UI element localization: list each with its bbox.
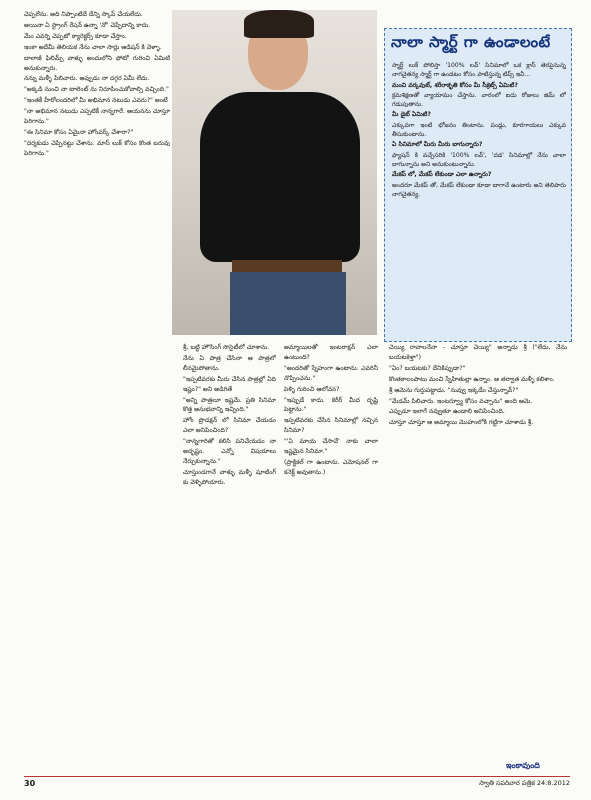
page-number: 30	[24, 779, 36, 788]
box-question: మేకప్ లో, మేకప్ లేకుండా ఎలా ఉన్నారు?	[392, 171, 492, 179]
column-right	[389, 343, 567, 783]
right-paragraph: "మేడమ్ పిలిచారు. ఇంటర్వ్యూ కోసం వచ్చాను" అంది ఆమె.	[389, 397, 533, 405]
box-paragraph: క్రమశిక్షణతో వ్యాయామం చేస్తాను. వారంలో ఐదు రోజులు జిమ్ లో గడుపుతాను.	[392, 91, 566, 109]
column-middle-a	[183, 343, 276, 771]
right-paragraph: ఎప్పుడూ ఇలాగే నవ్వుతూ ఉండాలి అనిపించింది.	[389, 408, 505, 416]
col1-paragraph: "ఈ సినిమా కోసం ఏమైనా హోంవర్క్ చేశారా?"	[24, 128, 134, 136]
col1-paragraph: "ఇంతకీ హీరోలందరిలో మీ అభిమాన నటుడు ఎవరు?" అంటే	[24, 97, 168, 105]
box-paragraph: ఎక్కువగా ఇంటి భోజనం తింటాను. పండ్లు, కూరగాయలు ఎక్కువ తీసుకుంటాను.	[392, 121, 566, 139]
right-paragraph: కొంతకాలంపాటు మంచి స్నేహితుల్లా ఉన్నాం. ఆ తర్వాత మళ్ళీ కలిశాం.	[389, 375, 555, 383]
photo-jeans	[230, 272, 346, 335]
page-footer	[24, 776, 570, 791]
col1-paragraph: "అక్కడి నుంచి నా టాలెంట్ ను నిరూపించుకోవాల్సి వచ్చింది."	[24, 86, 169, 94]
photo-shirt	[200, 92, 360, 262]
col1-paragraph: అయినా ఏ స్ట్రాంగ్ రేషన్ ఉన్నా 'నో' చెప్పేదాన్ని కాదు.	[24, 21, 151, 29]
mid-paragraph: అమ్మాయిలతో ఇంటరాక్షన్ ఎలా ఉంటుంది?	[284, 344, 378, 361]
mid-paragraph: పెళ్ళి గురించి ఆలోచన?	[284, 385, 340, 393]
mid-paragraph: "ఇప్పుడే కాదు. కెరీర్ మీద దృష్టి పెట్టాను."	[284, 396, 378, 414]
actor-photo	[172, 10, 377, 335]
col1-paragraph: మేం ఎవర్ని చెప్పటో క్యారెక్టర్స్ కూడా చేస్తాం.	[24, 32, 127, 40]
col1-paragraph: చెప్పలేను. అది నిప్పాంటిదే దేన్ని స్కాప్ చేయలేదు.	[24, 11, 143, 18]
right-paragraph: శ్రీ ఆమెను గుర్తుపట్టాడు. "నువ్వు ఇక్కడేం చేస్తున్నావ్?"	[389, 386, 519, 394]
mid-paragraph: నేను ఏ పాత్ర చేసినా ఆ పాత్రలో లీనమైపోతాను.	[183, 354, 276, 372]
mid-paragraph: చూస్తుండగానే వాళ్ళు మళ్ళీ షూటింగ్ కు వెళ్ళిపోయారు.	[183, 468, 276, 486]
mid-paragraph: శ్రీ, బట్టి హౌసింగ్ సొసైటీలో చూశాను.	[183, 344, 270, 351]
mid-paragraph: హోం ప్రొడక్షన్ లో సినిమా చేయడం ఎలా అనిపించింది?	[183, 417, 276, 435]
box-question: ఏ సినిమాలో మీరు మీరు బాగున్నారు?	[392, 141, 483, 149]
box-paragraph: స్మార్ట్ లుక్ పోలిస్తా '100% లవ్' సినిమాలో ఒక క్లాస్ తెరపైనున్న నాగచైతన్య స్మార్ట్ గా ఉండటం కోసం పాటిస్తున్న టిప్స్ ఇవీ...	[392, 62, 566, 79]
photo-hair	[244, 10, 314, 38]
column-middle-b	[284, 343, 378, 771]
mid-paragraph: "అందరితో స్నేహంగా ఉంటాను. ఎవరినీ నొప్పించను."	[284, 364, 378, 382]
magazine-name: స్వాతి సపరివార పత్రిక 24.8.2012	[479, 779, 570, 787]
right-paragraph: "ఏం? బయటకు? దేనికిప్పుడా?"	[389, 364, 466, 372]
mid-paragraph: "ఇప్పటివరకు మీరు చేసిన పాత్రల్లో ఏది ఇష్టం?" అని అడిగితే	[183, 375, 276, 393]
column-middle	[183, 343, 378, 771]
col1-paragraph: బాలాజీ ఫిలిమ్స్ వాళ్ళు అందులోని ఫోటో గురించి ఏమిటి అనుకున్నారు.	[24, 54, 170, 72]
col1-paragraph: "దర్శకుడు చెప్పినట్టు చేశాను. మాస్ లుక్ కోసం కొంత బరువు పెరిగాను."	[24, 139, 170, 157]
box-body	[392, 61, 566, 337]
mid-paragraph: "'ఏ మాయ చేసావే' నాకు చాలా ఇష్టమైన సినిమా."	[284, 438, 378, 456]
box-question: మంచి వర్కవుట్, శరీరాకృతి కోసం మీ సీక్రెట్స్ ఏమిటి?	[392, 81, 518, 89]
box-paragraph: అందరూ మేకప్ తో, మేకప్ లేకుండా కూడా బాగానే ఉంటారు అని తెలిపారు నాగచైతన్య.	[392, 181, 566, 198]
col1-paragraph: "నా అభిమాన నటుడు ఎప్పటికీ నాన్నగారే. ఆయనను చూస్తూ పెరిగాను."	[24, 108, 170, 126]
box-paragraph: ఫ్యాషన్ కి వచ్చేసరికి '100% లవ్', 'దడ' సినిమాల్లో నేను చాలా బాగున్నాను అని అనుకుంటున్నాను.	[392, 151, 566, 168]
right-paragraph: చూస్తూ చూస్తూ ఆ అమ్మాయి మొహంలోకి గట్టిగా చూశాడు శ్రీ.	[389, 419, 534, 427]
mid-paragraph: "నాన్నగారితో కలిసి పనిచేయడం నా అదృష్టం. ఎన్నో విషయాలు నేర్చుకున్నాను."	[183, 438, 276, 465]
photo-belt	[232, 260, 342, 272]
col1-paragraph: నన్ను మళ్ళీ పిలిచారు. అప్పుడు నా దగ్గర ఏమీ లేదు.	[24, 75, 150, 83]
mid-paragraph: ఇప్పటివరకు చేసిన సినిమాల్లో నచ్చిన సినిమా?	[284, 417, 378, 435]
continued-label: ఇంకావుంది	[506, 761, 540, 770]
column-left	[24, 10, 170, 770]
col1-paragraph: ఇంకా అదేమీ తెలియక నేను చాలా సార్లు ఆడిషన్ కి వెళ్ళా.	[24, 43, 162, 51]
box-question: మీ డైట్ ఏమిటి?	[392, 111, 431, 119]
mid-paragraph: (ప్రాక్టికల్ గా ఉంటాను. ఎమోషనల్ గా కనెక్ట్ అవుతాను.)	[284, 458, 378, 476]
box-title: నాలా స్మార్ట్ గా ఉండాలంటే	[391, 33, 551, 51]
right-paragraph: చెయ్యి రావాలనేనా - చూస్తూ చెయ్యి" అన్నాడు శ్రీ ("లేదు, నేను బయటకెళ్తా")	[389, 344, 567, 361]
smart-tips-box	[384, 28, 572, 342]
mid-paragraph: "అన్ని పాత్రలూ ఇష్టమే. ప్రతి సినిమా కొత్త అనుభవాన్ని ఇచ్చింది."	[183, 396, 276, 414]
